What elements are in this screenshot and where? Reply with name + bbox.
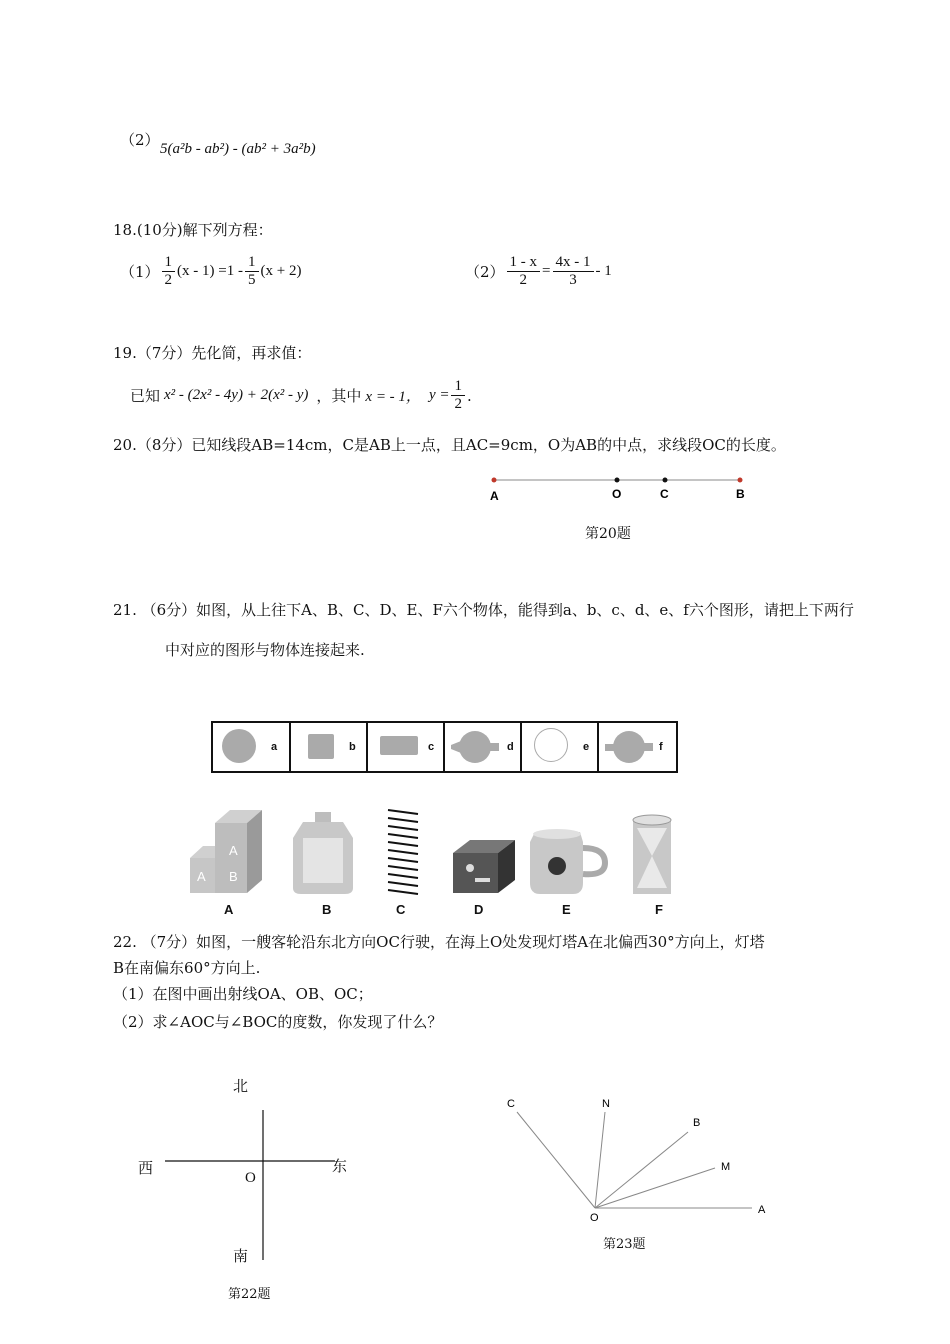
q18-p1-mid: (x - 1) =1 - bbox=[177, 263, 243, 279]
q23-angle-diagram bbox=[500, 1090, 780, 1230]
q20-point-c bbox=[663, 478, 668, 483]
q23-ray-on bbox=[595, 1112, 605, 1208]
q23-caption: 第23题 bbox=[603, 1237, 646, 1252]
q18-p2-eq: = bbox=[542, 263, 551, 279]
q23-label-o: O bbox=[590, 1212, 599, 1224]
q23-ray-om bbox=[595, 1168, 715, 1208]
q19-expression: x² - (2x² - 4y) + 2(x² - y) bbox=[164, 387, 309, 403]
q20-label-b: B bbox=[736, 487, 745, 501]
q18-part1 bbox=[120, 254, 301, 289]
q22-label-east: 东 bbox=[332, 1157, 348, 1175]
water-bottle-icon bbox=[293, 812, 353, 894]
q20-point-a bbox=[492, 478, 497, 483]
q23-ray-oc bbox=[517, 1112, 595, 1208]
q21-shape-c: c bbox=[368, 723, 445, 771]
q19-pre: 已知 bbox=[130, 386, 161, 405]
q23-label-a: A bbox=[758, 1204, 766, 1216]
q22-label-north: 北 bbox=[233, 1077, 249, 1095]
q20-label-c: C bbox=[660, 487, 669, 501]
q21-line1: 21. （6分）如图，从上往下A、B、C、D、E、F六个物体，能得到a、b、c、d、e、f六个图形，请把上下两行 bbox=[113, 601, 854, 619]
q18-p1-tail: (x + 2) bbox=[260, 263, 302, 279]
q22-caption: 第22题 bbox=[228, 1287, 271, 1302]
q19-y-label: y = bbox=[428, 387, 450, 403]
q23-label-m: M bbox=[721, 1161, 731, 1173]
q20-point-o bbox=[615, 478, 620, 483]
q23-label-b: B bbox=[693, 1117, 701, 1129]
q22-label-west: 西 bbox=[138, 1159, 154, 1177]
q18-p2-frac1: $\frac{1 - x}{2}$ bbox=[507, 254, 541, 289]
q23-label-n: N bbox=[602, 1098, 610, 1110]
q21-shapes-strip bbox=[211, 721, 678, 773]
q18-p2-tail: - 1 bbox=[595, 263, 612, 279]
svg-text:A: A bbox=[229, 843, 238, 858]
q22-line1: 22. （7分）如图，一艘客轮沿东北方向OC行驶，在海上O处发现灯塔A在北偏西30°方向上，灯塔 bbox=[113, 933, 765, 951]
filled-circle-shape bbox=[222, 729, 256, 763]
teapot-top-view-shape bbox=[449, 727, 501, 767]
q22-label-origin: O bbox=[245, 1170, 256, 1186]
q21-object-label-d: D bbox=[474, 902, 484, 917]
svg-text:A: A bbox=[197, 869, 206, 884]
q20-label-a: A bbox=[490, 489, 499, 503]
q21-object-label-f: F bbox=[655, 902, 663, 917]
rectangle-shape bbox=[380, 736, 418, 755]
q18-p2-frac2: $\frac{4x - 1}{3}$ bbox=[553, 254, 594, 289]
q19-y-frac: $\frac{1}{2}$ bbox=[451, 378, 465, 413]
svg-text:B: B bbox=[229, 869, 238, 884]
q17-2-expression: 5(a²b - ab²) - (ab² + 3a²b) bbox=[160, 141, 316, 157]
q22-line2: B在南偏东60°方向上. bbox=[113, 959, 261, 977]
q18-title: 18.(10分)解下列方程： bbox=[113, 221, 273, 239]
q21-shape-b: b bbox=[291, 723, 368, 771]
q18-p1-frac2: $\frac{1}{5}$ bbox=[245, 254, 259, 289]
stacked-cubes-icon bbox=[190, 810, 262, 893]
q21-object-label-e: E bbox=[562, 902, 571, 917]
q21-line2: 中对应的图形与物体连接起来. bbox=[165, 641, 365, 659]
q23-ray-ob bbox=[595, 1132, 688, 1208]
q18-p1-frac1: $\frac{1}{2}$ bbox=[162, 254, 176, 289]
q18-part2-label: （2） bbox=[465, 262, 505, 281]
patterned-box-icon bbox=[453, 840, 515, 893]
q21-object-label-a: A bbox=[224, 902, 234, 917]
q21-shape-f: f bbox=[599, 723, 674, 771]
q19-x-value: x = - 1， bbox=[365, 389, 421, 405]
cup-top-view-shape bbox=[603, 727, 655, 767]
q18-part1-label: （1） bbox=[120, 262, 160, 281]
square-shape bbox=[308, 734, 334, 759]
q21-shape-a: a bbox=[213, 723, 291, 771]
q21-object-label-c: C bbox=[396, 902, 406, 917]
q20-point-b bbox=[738, 478, 743, 483]
q19-title: 19.（7分）先化简，再求值： bbox=[113, 344, 312, 362]
q21-shape-e: e bbox=[522, 723, 599, 771]
q21-shape-d: d bbox=[445, 723, 522, 771]
spring-coil-icon bbox=[388, 810, 418, 894]
pitcher-icon bbox=[530, 829, 605, 894]
ring-shape bbox=[534, 728, 568, 762]
q20-segment-diagram bbox=[480, 468, 760, 508]
q23-label-c: C bbox=[507, 1098, 515, 1110]
q22-sub2: （2）求∠AOC与∠BOC的度数，你发现了什么？ bbox=[113, 1013, 443, 1031]
q17-2-number: （2） bbox=[120, 131, 160, 149]
q18-part2 bbox=[465, 254, 612, 289]
q22-label-south: 南 bbox=[233, 1247, 249, 1265]
q21-objects-illustration bbox=[185, 808, 685, 898]
q22-sub1: （1）在图中画出射线OA、OB、OC； bbox=[113, 985, 373, 1003]
q19-end: . bbox=[466, 386, 472, 405]
q20-title: 20.（8分）已知线段AB=14cm，C是AB上一点，且AC=9cm，O为AB的中点，求线段OC的长度。 bbox=[113, 436, 786, 454]
hourglass-cylinder-icon bbox=[633, 815, 671, 894]
q21-object-label-b: B bbox=[322, 902, 332, 917]
q19-body bbox=[130, 378, 472, 413]
q20-caption: 第20题 bbox=[585, 526, 631, 542]
q19-mid: ，其中 bbox=[316, 386, 362, 405]
q20-label-o: O bbox=[612, 487, 622, 501]
